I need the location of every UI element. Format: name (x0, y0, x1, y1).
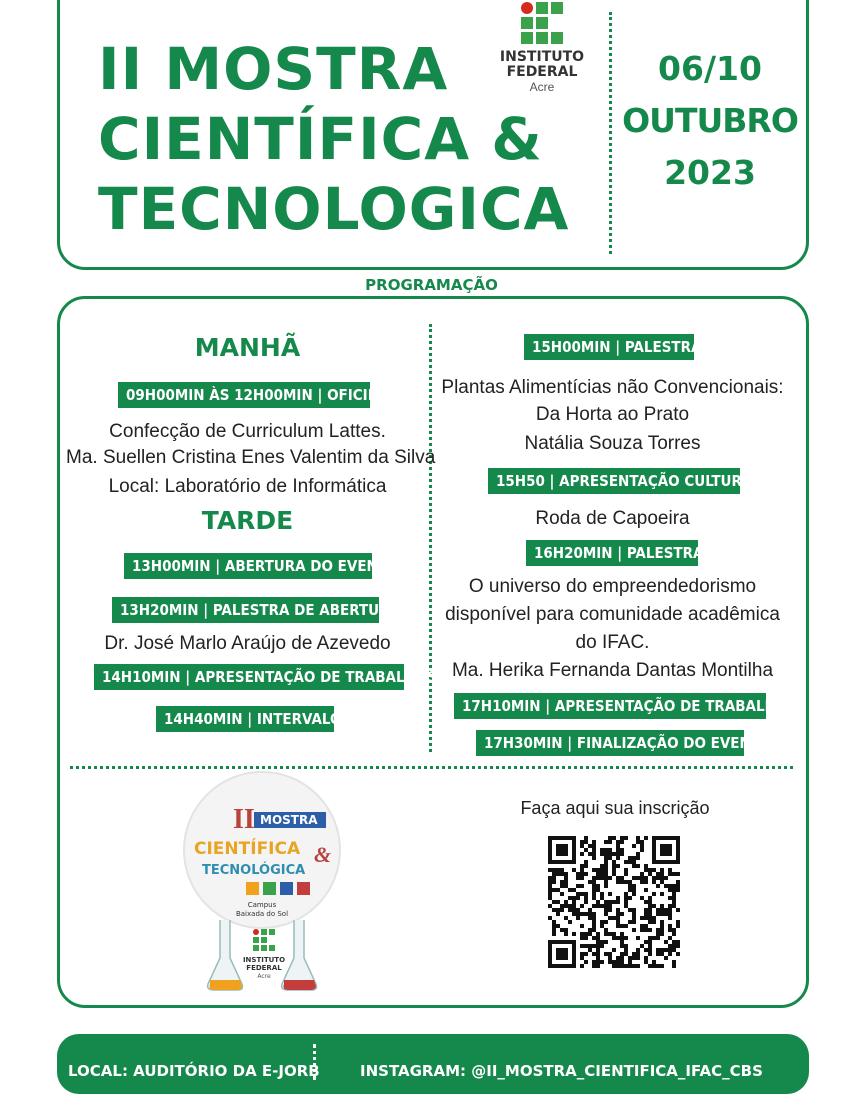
morning-slot-1-line-1: Confecção de Curriculum Lattes. (109, 421, 386, 442)
institute-name-1: INSTITUTO (499, 49, 585, 65)
afternoon-title: TARDE (201, 506, 294, 535)
logo-institute-3: Acre (257, 973, 271, 980)
logo-institute-2: FEDERAL (246, 964, 282, 972)
footer-divider (313, 1044, 316, 1080)
right-slot-5-time: 17H30MIN | FINALIZAÇÃO DO EVENTO (476, 730, 744, 756)
institute-state: Acre (529, 80, 555, 94)
afternoon-slot-4-time: 14H40MIN | INTERVALO (156, 706, 334, 732)
logo-cientifica: CIENTÍFICA (194, 839, 301, 859)
event-days: 06/10 (658, 49, 762, 88)
right-slot-4-time: 17H10MIN | APRESENTAÇÃO DE TRABALHOS (454, 693, 766, 719)
morning-slot-1-line-3: Local: Laboratório de Informática (108, 476, 387, 497)
logo-ampersand: & (314, 842, 332, 867)
logo-tecnologica: TECNOLÓGICA (202, 863, 306, 878)
afternoon-slot-1-time: 13H00MIN | ABERTURA DO EVENTO (124, 553, 372, 579)
institute-logo (488, 2, 596, 94)
event-month: OUTUBRO (622, 101, 798, 140)
right-slot-1-line-3: Natália Souza Torres (524, 433, 701, 454)
registration-qr-code[interactable] (548, 836, 680, 968)
right-slot-3-line-4: Ma. Herika Fernanda Dantas Montilha (451, 660, 774, 681)
right-slot-1-line-2: Da Horta ao Prato (535, 404, 690, 425)
right-slot-2-time: 15H50 | APRESENTAÇÃO CULTURAL (488, 468, 740, 494)
right-slot-2-line-1: Roda de Capoeira (535, 508, 690, 529)
right-slot-3-line-3: do IFAC. (575, 632, 650, 653)
morning-slot-1-time: 09H00MIN ÀS 12H00MIN | OFICINA (118, 382, 370, 408)
footer-instagram[interactable]: INSTAGRAM: @II_MOSTRA_CIENTIFICA_IFAC_CBS (360, 1062, 763, 1080)
right-slot-1-time: 15H00MIN | PALESTRA (524, 334, 694, 360)
afternoon-slot-2-speaker: Dr. José Marlo Araújo de Azevedo (104, 633, 391, 654)
registration-label: Faça aqui sua inscrição (520, 798, 710, 818)
event-title-line-1: II MOSTRA (98, 35, 449, 103)
event-title-line-2: CIENTÍFICA & (98, 105, 543, 173)
institute-name-2: FEDERAL (506, 64, 578, 80)
right-slot-3-line-1: O universo do empreendedorismo (468, 576, 757, 597)
event-logo (180, 770, 345, 1000)
footer-location: LOCAL: AUDITÓRIO DA E-JORB (68, 1062, 320, 1080)
logo-campus-2: Baixada do Sol (235, 910, 289, 918)
afternoon-slot-3-time: 14H10MIN | APRESENTAÇÃO DE TRABALHOS (94, 664, 404, 690)
institute-logo-icon (521, 2, 563, 44)
event-logo-art (180, 770, 345, 1000)
header-divider (609, 12, 612, 254)
logo-roman-numeral: II (233, 804, 255, 835)
event-year: 2023 (664, 153, 756, 192)
logo-institute-1: INSTITUTO (242, 956, 286, 964)
program-column-divider (429, 324, 432, 752)
programacao-heading: PROGRAMAÇÃO (365, 276, 498, 294)
logo-mostra: MOSTRA (260, 813, 318, 827)
right-slot-1-line-1: Plantas Alimentícias não Convencionais: (441, 377, 784, 398)
morning-slot-1-line-2: Ma. Suellen Cristina Enes Valentim da Silva (66, 447, 436, 468)
right-slot-3-time: 16H20MIN | PALESTRA (526, 540, 698, 566)
afternoon-slot-2-time: 13H20MIN | PALESTRA DE ABERTURA (112, 597, 379, 623)
program-section-divider (70, 766, 793, 769)
right-slot-3-line-2: disponível para comunidade acadêmica (445, 604, 780, 625)
morning-title: MANHÃ (194, 333, 301, 362)
logo-campus-1: Campus (247, 901, 277, 909)
event-title-line-3: TECNOLOGICA (98, 175, 570, 243)
